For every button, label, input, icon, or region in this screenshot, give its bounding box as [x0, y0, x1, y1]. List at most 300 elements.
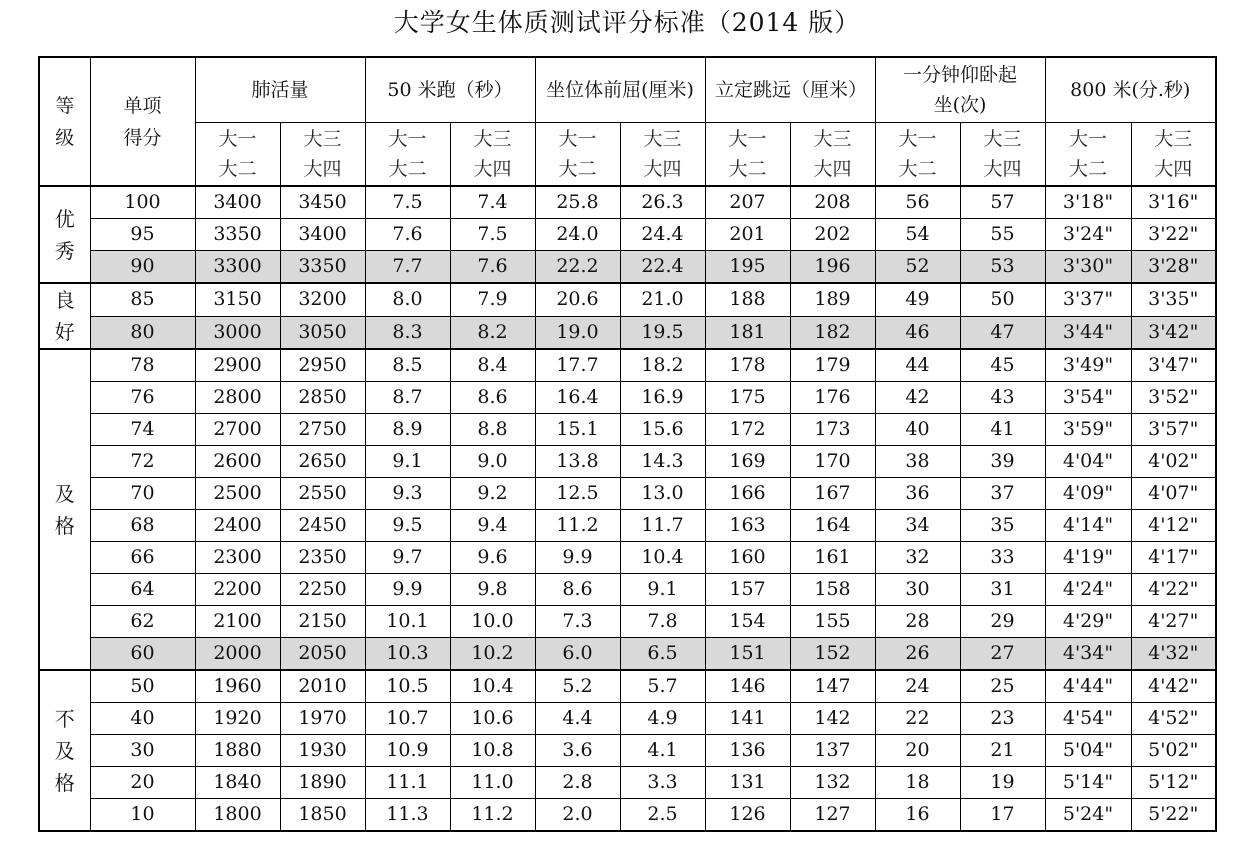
value-cell: 8.6	[450, 382, 535, 414]
table-row	[39, 638, 1216, 671]
value-cell: 2050	[280, 638, 365, 671]
grade-cell: 优秀	[39, 186, 90, 283]
value-cell: 3350	[280, 251, 365, 284]
table-body	[39, 186, 1216, 831]
subheader-year-1-2: 大一大二	[535, 123, 620, 187]
value-cell: 10.4	[620, 542, 705, 574]
value-cell: 176	[790, 382, 875, 414]
score-cell: 90	[90, 251, 195, 284]
value-cell: 13.0	[620, 478, 705, 510]
value-cell: 10.1	[365, 606, 450, 638]
value-cell: 10.5	[365, 670, 450, 703]
value-cell: 7.4	[450, 186, 535, 219]
value-cell: 195	[705, 251, 790, 284]
value-cell: 189	[790, 283, 875, 316]
value-cell: 50	[960, 283, 1045, 316]
value-cell: 25	[960, 670, 1045, 703]
value-cell: 173	[790, 414, 875, 446]
value-cell: 160	[705, 542, 790, 574]
value-cell: 9.0	[450, 446, 535, 478]
value-cell: 4'12"	[1131, 510, 1216, 542]
value-cell: 38	[875, 446, 960, 478]
value-cell: 3'37"	[1045, 283, 1131, 316]
value-cell: 24	[875, 670, 960, 703]
value-cell: 8.9	[365, 414, 450, 446]
value-cell: 1920	[195, 703, 280, 735]
value-cell: 2550	[280, 478, 365, 510]
table-row	[39, 316, 1216, 349]
value-cell: 4'09"	[1045, 478, 1131, 510]
value-cell: 2700	[195, 414, 280, 446]
value-cell: 24.4	[620, 219, 705, 251]
value-cell: 172	[705, 414, 790, 446]
value-cell: 4'17"	[1131, 542, 1216, 574]
table-row	[39, 510, 1216, 542]
value-cell: 4'07"	[1131, 478, 1216, 510]
value-cell: 10.3	[365, 638, 450, 671]
value-cell: 5.7	[620, 670, 705, 703]
table-row	[39, 767, 1216, 799]
score-cell: 72	[90, 446, 195, 478]
value-cell: 8.6	[535, 574, 620, 606]
value-cell: 11.2	[450, 799, 535, 832]
value-cell: 46	[875, 316, 960, 349]
value-cell: 33	[960, 542, 1045, 574]
value-cell: 21	[960, 735, 1045, 767]
value-cell: 3'52"	[1131, 382, 1216, 414]
value-cell: 3'49"	[1045, 349, 1131, 382]
value-cell: 157	[705, 574, 790, 606]
score-cell: 64	[90, 574, 195, 606]
value-cell: 3'35"	[1131, 283, 1216, 316]
value-cell: 4'24"	[1045, 574, 1131, 606]
value-cell: 9.7	[365, 542, 450, 574]
value-cell: 54	[875, 219, 960, 251]
value-cell: 8.5	[365, 349, 450, 382]
value-cell: 7.6	[450, 251, 535, 284]
value-cell: 19.5	[620, 316, 705, 349]
value-cell: 9.9	[365, 574, 450, 606]
table-row	[39, 251, 1216, 284]
subheader-year-1-2: 大一大二	[1045, 123, 1131, 187]
value-cell: 25.8	[535, 186, 620, 219]
value-cell: 1960	[195, 670, 280, 703]
value-cell: 4'34"	[1045, 638, 1131, 671]
value-cell: 175	[705, 382, 790, 414]
value-cell: 5'24"	[1045, 799, 1131, 832]
value-cell: 10.2	[450, 638, 535, 671]
value-cell: 169	[705, 446, 790, 478]
value-cell: 11.0	[450, 767, 535, 799]
value-cell: 2800	[195, 382, 280, 414]
grade-cell: 不及格	[39, 670, 90, 831]
value-cell: 1890	[280, 767, 365, 799]
value-cell: 2.8	[535, 767, 620, 799]
value-cell: 57	[960, 186, 1045, 219]
value-cell: 20	[875, 735, 960, 767]
score-cell: 95	[90, 219, 195, 251]
subheader-year-3-4: 大三大四	[280, 123, 365, 187]
value-cell: 3'30"	[1045, 251, 1131, 284]
subheader-year-3-4: 大三大四	[450, 123, 535, 187]
subheader-year-3-4: 大三大四	[1131, 123, 1216, 187]
value-cell: 136	[705, 735, 790, 767]
value-cell: 19.0	[535, 316, 620, 349]
value-cell: 43	[960, 382, 1045, 414]
score-cell: 20	[90, 767, 195, 799]
value-cell: 20.6	[535, 283, 620, 316]
grade-cell: 良好	[39, 283, 90, 349]
value-cell: 2500	[195, 478, 280, 510]
value-cell: 3150	[195, 283, 280, 316]
table-row	[39, 219, 1216, 251]
value-cell: 2.0	[535, 799, 620, 832]
subheader-year-1-2: 大一大二	[195, 123, 280, 187]
value-cell: 9.4	[450, 510, 535, 542]
value-cell: 9.8	[450, 574, 535, 606]
value-cell: 202	[790, 219, 875, 251]
value-cell: 147	[790, 670, 875, 703]
value-cell: 7.7	[365, 251, 450, 284]
value-cell: 36	[875, 478, 960, 510]
value-cell: 7.6	[365, 219, 450, 251]
value-cell: 1880	[195, 735, 280, 767]
value-cell: 8.8	[450, 414, 535, 446]
table-row	[39, 799, 1216, 832]
value-cell: 10.0	[450, 606, 535, 638]
score-cell: 10	[90, 799, 195, 832]
value-cell: 24.0	[535, 219, 620, 251]
score-cell: 40	[90, 703, 195, 735]
value-cell: 37	[960, 478, 1045, 510]
value-cell: 2100	[195, 606, 280, 638]
value-cell: 152	[790, 638, 875, 671]
value-cell: 4'02"	[1131, 446, 1216, 478]
value-cell: 8.0	[365, 283, 450, 316]
value-cell: 4'19"	[1045, 542, 1131, 574]
value-cell: 201	[705, 219, 790, 251]
value-cell: 1840	[195, 767, 280, 799]
value-cell: 178	[705, 349, 790, 382]
value-cell: 4'54"	[1045, 703, 1131, 735]
value-cell: 22.2	[535, 251, 620, 284]
value-cell: 12.5	[535, 478, 620, 510]
value-cell: 3'42"	[1131, 316, 1216, 349]
value-cell: 2350	[280, 542, 365, 574]
value-cell: 13.8	[535, 446, 620, 478]
table-row	[39, 478, 1216, 510]
value-cell: 1850	[280, 799, 365, 832]
value-cell: 196	[790, 251, 875, 284]
value-cell: 32	[875, 542, 960, 574]
value-cell: 146	[705, 670, 790, 703]
score-cell: 80	[90, 316, 195, 349]
value-cell: 7.9	[450, 283, 535, 316]
value-cell: 163	[705, 510, 790, 542]
value-cell: 3'22"	[1131, 219, 1216, 251]
item-header-vital-capacity: 肺活量	[195, 57, 365, 123]
value-cell: 4'32"	[1131, 638, 1216, 671]
table-row	[39, 382, 1216, 414]
value-cell: 7.3	[535, 606, 620, 638]
value-cell: 137	[790, 735, 875, 767]
value-cell: 132	[790, 767, 875, 799]
value-cell: 5'04"	[1045, 735, 1131, 767]
value-cell: 9.9	[535, 542, 620, 574]
value-cell: 42	[875, 382, 960, 414]
value-cell: 154	[705, 606, 790, 638]
score-cell: 30	[90, 735, 195, 767]
value-cell: 40	[875, 414, 960, 446]
value-cell: 55	[960, 219, 1045, 251]
value-cell: 9.2	[450, 478, 535, 510]
value-cell: 4.4	[535, 703, 620, 735]
value-cell: 28	[875, 606, 960, 638]
value-cell: 3'47"	[1131, 349, 1216, 382]
value-cell: 17.7	[535, 349, 620, 382]
value-cell: 5'02"	[1131, 735, 1216, 767]
value-cell: 4'42"	[1131, 670, 1216, 703]
value-cell: 3350	[195, 219, 280, 251]
value-cell: 19	[960, 767, 1045, 799]
value-cell: 179	[790, 349, 875, 382]
value-cell: 3050	[280, 316, 365, 349]
value-cell: 131	[705, 767, 790, 799]
score-cell: 50	[90, 670, 195, 703]
value-cell: 4'04"	[1045, 446, 1131, 478]
value-cell: 208	[790, 186, 875, 219]
value-cell: 3'59"	[1045, 414, 1131, 446]
value-cell: 4.9	[620, 703, 705, 735]
value-cell: 27	[960, 638, 1045, 671]
grade-header: 等级	[39, 57, 90, 186]
value-cell: 8.2	[450, 316, 535, 349]
value-cell: 16.9	[620, 382, 705, 414]
value-cell: 2010	[280, 670, 365, 703]
value-cell: 16	[875, 799, 960, 832]
value-cell: 2200	[195, 574, 280, 606]
value-cell: 4'27"	[1131, 606, 1216, 638]
value-cell: 4.1	[620, 735, 705, 767]
value-cell: 23	[960, 703, 1045, 735]
item-header-800m-run: 800 米(分.秒)	[1045, 57, 1216, 123]
subheader-year-3-4: 大三大四	[960, 123, 1045, 187]
value-cell: 3400	[195, 186, 280, 219]
score-cell: 100	[90, 186, 195, 219]
value-cell: 155	[790, 606, 875, 638]
value-cell: 7.5	[450, 219, 535, 251]
grade-cell: 及格	[39, 349, 90, 670]
table-row	[39, 574, 1216, 606]
value-cell: 5.2	[535, 670, 620, 703]
value-cell: 207	[705, 186, 790, 219]
header-row-sub	[39, 123, 1216, 187]
value-cell: 3'54"	[1045, 382, 1131, 414]
value-cell: 181	[705, 316, 790, 349]
value-cell: 39	[960, 446, 1045, 478]
value-cell: 2750	[280, 414, 365, 446]
score-cell: 78	[90, 349, 195, 382]
value-cell: 21.0	[620, 283, 705, 316]
value-cell: 141	[705, 703, 790, 735]
value-cell: 170	[790, 446, 875, 478]
table-row	[39, 414, 1216, 446]
value-cell: 3.6	[535, 735, 620, 767]
value-cell: 4'52"	[1131, 703, 1216, 735]
value-cell: 7.8	[620, 606, 705, 638]
value-cell: 2650	[280, 446, 365, 478]
value-cell: 30	[875, 574, 960, 606]
value-cell: 3400	[280, 219, 365, 251]
score-header: 单项得分	[90, 57, 195, 186]
value-cell: 3'16"	[1131, 186, 1216, 219]
value-cell: 2600	[195, 446, 280, 478]
value-cell: 2450	[280, 510, 365, 542]
value-cell: 167	[790, 478, 875, 510]
table-row	[39, 606, 1216, 638]
value-cell: 45	[960, 349, 1045, 382]
header-row-main	[39, 57, 1216, 123]
value-cell: 10.9	[365, 735, 450, 767]
value-cell: 3200	[280, 283, 365, 316]
value-cell: 3000	[195, 316, 280, 349]
value-cell: 10.6	[450, 703, 535, 735]
value-cell: 3450	[280, 186, 365, 219]
scoring-standard-table	[38, 56, 1217, 832]
value-cell: 17	[960, 799, 1045, 832]
value-cell: 15.1	[535, 414, 620, 446]
item-header-sit-and-reach: 坐位体前屈(厘米)	[535, 57, 705, 123]
value-cell: 2150	[280, 606, 365, 638]
value-cell: 2900	[195, 349, 280, 382]
value-cell: 8.4	[450, 349, 535, 382]
subheader-year-3-4: 大三大四	[620, 123, 705, 187]
value-cell: 158	[790, 574, 875, 606]
table-row	[39, 446, 1216, 478]
table-row	[39, 349, 1216, 382]
value-cell: 2300	[195, 542, 280, 574]
value-cell: 18	[875, 767, 960, 799]
value-cell: 4'14"	[1045, 510, 1131, 542]
value-cell: 47	[960, 316, 1045, 349]
value-cell: 161	[790, 542, 875, 574]
item-header-sit-ups: 一分钟仰卧起坐(次)	[875, 57, 1045, 123]
table-row	[39, 703, 1216, 735]
value-cell: 22.4	[620, 251, 705, 284]
table-row	[39, 670, 1216, 703]
value-cell: 3'57"	[1131, 414, 1216, 446]
value-cell: 9.1	[620, 574, 705, 606]
value-cell: 26	[875, 638, 960, 671]
subheader-year-1-2: 大一大二	[705, 123, 790, 187]
value-cell: 11.1	[365, 767, 450, 799]
value-cell: 44	[875, 349, 960, 382]
value-cell: 2.5	[620, 799, 705, 832]
value-cell: 5'22"	[1131, 799, 1216, 832]
table-row	[39, 283, 1216, 316]
subheader-year-1-2: 大一大二	[365, 123, 450, 187]
value-cell: 6.5	[620, 638, 705, 671]
value-cell: 126	[705, 799, 790, 832]
value-cell: 3300	[195, 251, 280, 284]
value-cell: 16.4	[535, 382, 620, 414]
value-cell: 3'28"	[1131, 251, 1216, 284]
value-cell: 182	[790, 316, 875, 349]
value-cell: 11.3	[365, 799, 450, 832]
score-cell: 70	[90, 478, 195, 510]
score-cell: 74	[90, 414, 195, 446]
value-cell: 1930	[280, 735, 365, 767]
table-row	[39, 735, 1216, 767]
value-cell: 11.7	[620, 510, 705, 542]
value-cell: 10.7	[365, 703, 450, 735]
value-cell: 15.6	[620, 414, 705, 446]
value-cell: 10.4	[450, 670, 535, 703]
value-cell: 5'12"	[1131, 767, 1216, 799]
value-cell: 4'29"	[1045, 606, 1131, 638]
value-cell: 18.2	[620, 349, 705, 382]
value-cell: 49	[875, 283, 960, 316]
value-cell: 22	[875, 703, 960, 735]
value-cell: 41	[960, 414, 1045, 446]
value-cell: 9.6	[450, 542, 535, 574]
value-cell: 35	[960, 510, 1045, 542]
value-cell: 4'22"	[1131, 574, 1216, 606]
value-cell: 31	[960, 574, 1045, 606]
value-cell: 4'44"	[1045, 670, 1131, 703]
value-cell: 3.3	[620, 767, 705, 799]
value-cell: 2850	[280, 382, 365, 414]
value-cell: 9.5	[365, 510, 450, 542]
score-cell: 68	[90, 510, 195, 542]
score-cell: 60	[90, 638, 195, 671]
score-cell: 62	[90, 606, 195, 638]
value-cell: 3'18"	[1045, 186, 1131, 219]
value-cell: 9.1	[365, 446, 450, 478]
value-cell: 1800	[195, 799, 280, 832]
value-cell: 34	[875, 510, 960, 542]
value-cell: 1970	[280, 703, 365, 735]
value-cell: 8.3	[365, 316, 450, 349]
value-cell: 3'24"	[1045, 219, 1131, 251]
document-title: 大学女生体质测试评分标准（2014 版）	[393, 8, 861, 37]
value-cell: 142	[790, 703, 875, 735]
score-cell: 85	[90, 283, 195, 316]
value-cell: 56	[875, 186, 960, 219]
value-cell: 127	[790, 799, 875, 832]
value-cell: 2250	[280, 574, 365, 606]
value-cell: 52	[875, 251, 960, 284]
value-cell: 3'44"	[1045, 316, 1131, 349]
value-cell: 2000	[195, 638, 280, 671]
item-header-50m-run: 50 米跑（秒）	[365, 57, 535, 123]
table-row	[39, 542, 1216, 574]
value-cell: 11.2	[535, 510, 620, 542]
value-cell: 29	[960, 606, 1045, 638]
score-cell: 66	[90, 542, 195, 574]
value-cell: 166	[705, 478, 790, 510]
value-cell: 6.0	[535, 638, 620, 671]
subheader-year-1-2: 大一大二	[875, 123, 960, 187]
value-cell: 53	[960, 251, 1045, 284]
value-cell: 8.7	[365, 382, 450, 414]
value-cell: 188	[705, 283, 790, 316]
value-cell: 5'14"	[1045, 767, 1131, 799]
value-cell: 2950	[280, 349, 365, 382]
score-cell: 76	[90, 382, 195, 414]
value-cell: 9.3	[365, 478, 450, 510]
value-cell: 7.5	[365, 186, 450, 219]
